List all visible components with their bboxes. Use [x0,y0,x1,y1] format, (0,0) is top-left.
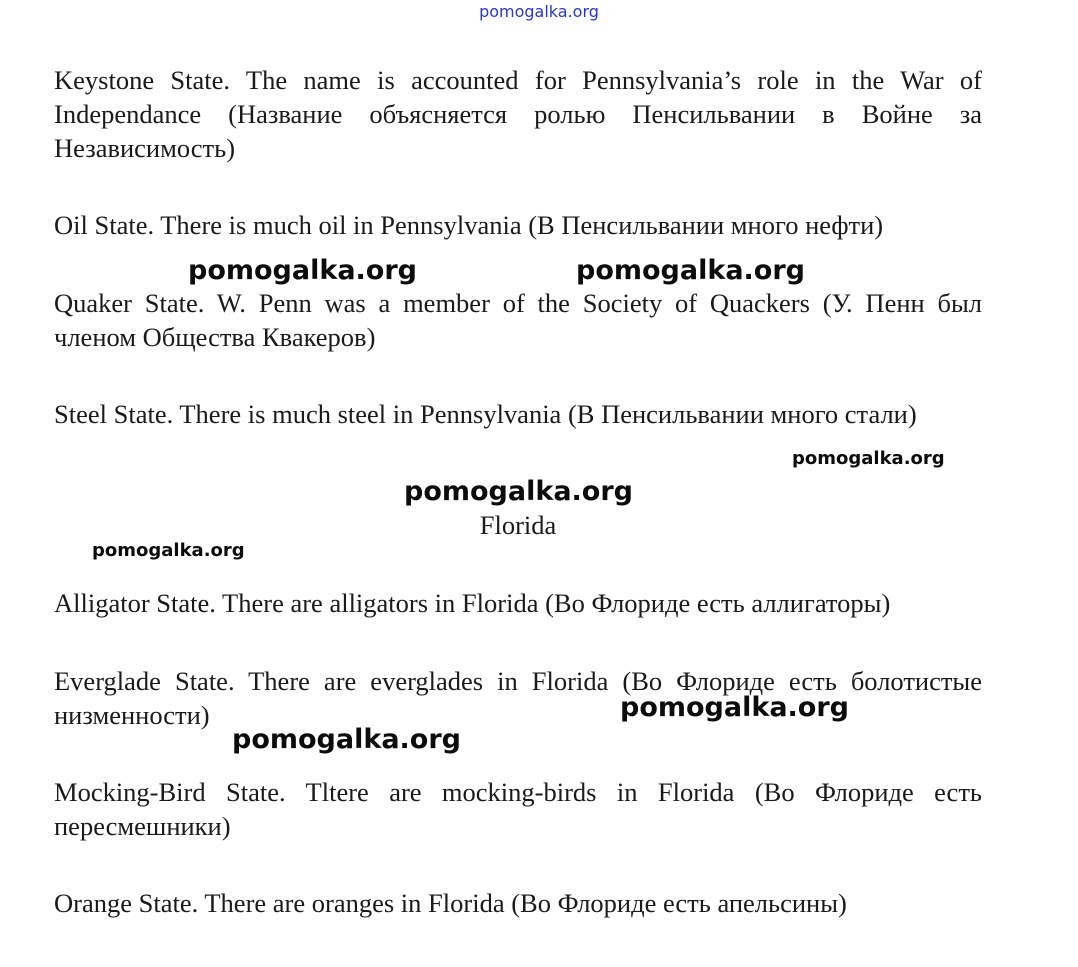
watermark: pomogalka.org [232,724,461,755]
watermark: pomogalka.org [792,448,945,469]
entry-steel-state: Steel State. There is much steel in Pennsylvania (В Пенсильвании много стали) [54,399,917,429]
watermark-top-link[interactable]: pomogalka.org [479,2,599,21]
entry-alligator-state: Alligator State. There are alligators in Florida (Во Флориде есть аллигаторы) [54,588,891,618]
entry-keystone-state: Keystone State. The name is accounted for Pennsylvania’s role in the War of Independance (Название объясняется ролью Пенсильвании в Войне за Независимость) [54,65,982,163]
entry-oil-state: Oil State. There is much oil in Pennsylvania (В Пенсильвании много нефти) [54,210,884,240]
watermark: pomogalka.org [188,255,417,286]
entry-quaker-state: Quaker State. W. Penn was a member of the Society of Quackers (У. Пенн был членом Общества Квакеров) [54,288,982,352]
watermark: pomogalka.org [620,692,849,723]
watermark: pomogalka.org [92,540,245,561]
watermark: pomogalka.org [576,255,805,286]
watermark: pomogalka.org [404,476,633,507]
entry-orange-state: Orange State. There are oranges in Florida (Во Флориде есть апельсины) [54,888,847,918]
entry-mocking-bird-state: Mocking-Bird State. Tltere are mocking-birds in Florida (Во Флориде есть пересмешники) [54,777,982,841]
entry-everglade-state: Everglade State. There are everglades in Florida (Во Флориде есть болотистые низменности) [54,666,982,730]
section-heading-florida: Florida [479,510,557,540]
